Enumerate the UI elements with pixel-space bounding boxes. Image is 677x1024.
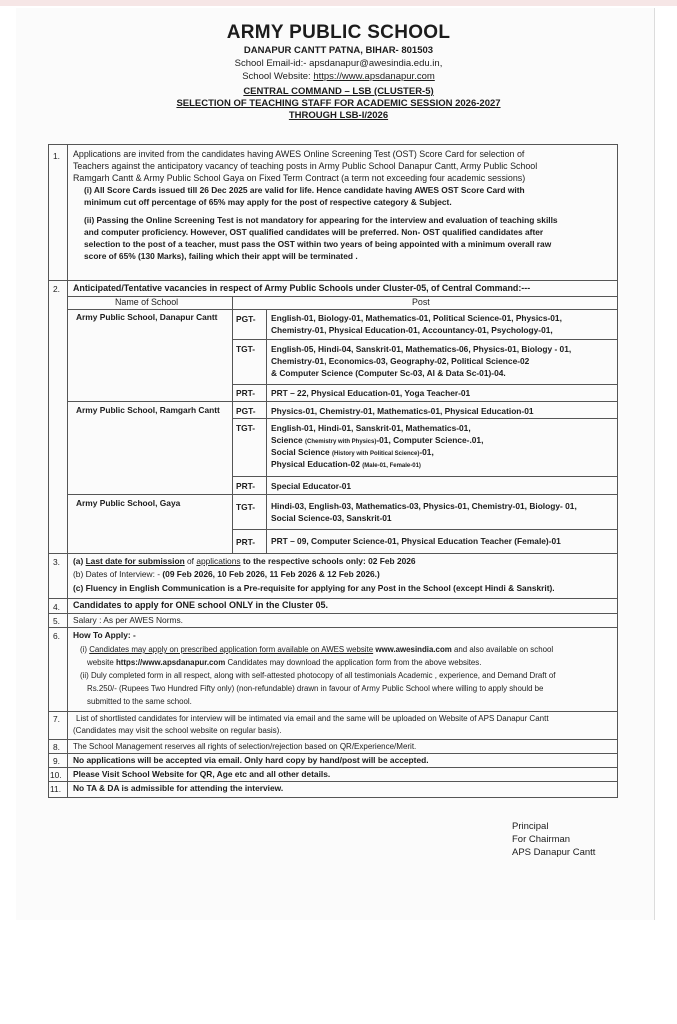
- post-label: TGT-: [236, 423, 256, 433]
- post-subject: Social Science: [271, 447, 330, 457]
- signature-aps: APS Danapur Cantt: [512, 847, 596, 858]
- inner-divider: [67, 309, 618, 310]
- post-detail: PRT – 09, Computer Science-01, Physical Education Teacher (Female)-01: [271, 536, 561, 546]
- signature-chairman: For Chairman: [512, 834, 571, 845]
- item1-clause-ii: and computer proficiency. However, OST qualified candidates will be preferred. Non- OST qualified candidates after: [84, 227, 544, 237]
- post-subject: Science: [271, 435, 303, 445]
- text-span: and also available on school: [451, 645, 554, 654]
- item6-clause-i: [87, 657, 481, 668]
- item-number: 1.: [53, 151, 60, 161]
- post-detail: & Computer Science (Computer Sc-03, AI & Data Sc-01)-04.: [271, 368, 506, 378]
- post-detail: Chemistry-01, Physical Education-01, Accountancy-01, Psychology-01,: [271, 325, 553, 335]
- post-note: (History with Political Science): [332, 451, 420, 457]
- item9-text: No applications will be accepted via email. Only hard copy by hand/post will be accepted.: [73, 755, 429, 765]
- post-label: PRT-: [236, 481, 256, 491]
- inner-divider: [232, 529, 618, 530]
- item6-clause-ii: Rs.250/- (Rupees Two Hundred Fifty only) (non-refundable) drawn in favour of Army Public School where willing to apply should be: [87, 684, 544, 693]
- post-label: PRT-: [236, 537, 256, 547]
- post-note: (Chemistry with Physics): [305, 439, 377, 445]
- post-label: TGT-: [236, 344, 256, 354]
- school-name-gaya: Army Public School, Gaya: [76, 498, 181, 508]
- item1-clause-i: (i) All Score Cards issued till 26 Dec 2025 are valid for life. Hence candidate having AWES OST Score Card with: [84, 185, 525, 195]
- post-detail: Hindi-03, English-03, Mathematics-03, Physics-01, Chemistry-01, Biology- 01,: [271, 501, 577, 511]
- item8-text: The School Management reserves all rights of selection/rejection based on QR/Experience/Merit.: [73, 742, 417, 751]
- item-number: 4.: [53, 602, 60, 612]
- text-span: Candidates may apply on prescribed application form available on AWES website: [89, 645, 374, 654]
- row-divider: [48, 627, 618, 628]
- command-heading: CENTRAL COMMAND – LSB (CLUSTER-5): [243, 86, 434, 97]
- row-divider: [48, 739, 618, 740]
- item-number: 10.: [50, 770, 62, 780]
- text-span: https://www.apsdanapur.com: [115, 658, 226, 667]
- text-span: to the respective schools only: 02 Feb 2026: [240, 556, 416, 566]
- inner-divider: [232, 384, 618, 385]
- item11-text: No TA & DA is admissible for attending the interview.: [73, 783, 284, 793]
- row-divider: [48, 753, 618, 754]
- row-divider: [48, 781, 618, 782]
- item-number: 6.: [53, 631, 60, 641]
- item1-line: Teachers against the anticipatory vacancy of teaching posts in Army Public School Danapur Cantt, Army Public School: [73, 161, 538, 171]
- row-divider: [48, 711, 618, 712]
- school-name-danapur: Army Public School, Danapur Cantt: [76, 312, 218, 322]
- school-title: ARMY PUBLIC SCHOOL: [226, 22, 451, 43]
- item-number: 8.: [53, 742, 60, 752]
- text-span: (i): [80, 645, 90, 654]
- school-divider: [67, 494, 618, 495]
- row-divider: [48, 767, 618, 768]
- item3-fluency: (c) Fluency in English Communication is a Pre-requisite for applying for any Post in the School (except Hindi & Sanskrit).: [73, 583, 555, 593]
- item7-line: List of shortlisted candidates for interview will be intimated via email and the same will be uploaded on Website of APS Danapur Cantt: [76, 714, 549, 723]
- signature-principal: Principal: [512, 821, 549, 832]
- item10-text: Please Visit School Website for QR, Age etc and all other details.: [73, 769, 331, 779]
- post-detail: [271, 459, 421, 472]
- row-divider: [48, 598, 618, 599]
- post-detail: English-01, Hindi-01, Sanskrit-01, Mathematics-01,: [271, 423, 471, 433]
- row-divider: [48, 613, 618, 614]
- item1-line: Ramgarh Cantt & Army Public School Gaya on Fixed Term Contract (a term not exceeding four academic sessions): [73, 173, 526, 183]
- post-label: PGT-: [236, 314, 256, 324]
- item1-clause-i: minimum cut off percentage of 65% may apply for the post of respective category & Subject.: [84, 197, 452, 207]
- school-email: School Email-id:- apsdanapur@awesindia.edu.in,: [234, 58, 443, 69]
- item1-clause-ii: score of 65% (130 Marks), failing which their appt will be terminated .: [84, 251, 358, 261]
- school-website: [0, 71, 677, 82]
- post-label: PGT-: [236, 406, 256, 416]
- item1-clause-ii: (ii) Passing the Online Screening Test is not mandatory for appearing for the interview and evaluation of teaching skills: [84, 215, 558, 225]
- lsb-heading: THROUGH LSB-I/2026: [288, 110, 389, 121]
- text-span: (09 Feb 2026, 10 Feb 2026, 11 Feb 2026 & 12 Feb 2026.): [162, 569, 380, 579]
- text-span: Last date for submission: [85, 556, 185, 566]
- website-prefix: School Website:: [242, 71, 314, 82]
- post-detail: Chemistry-01, Economics-03, Geography-02, Political Science-02: [271, 356, 530, 366]
- post-label-divider: [266, 309, 267, 553]
- post-detail: English-01, Biology-01, Mathematics-01, Political Science-01, Physics-01,: [271, 313, 562, 323]
- post-subject: Physical Education-02: [271, 459, 360, 469]
- school-divider: [67, 401, 618, 402]
- post-note: (Male-01, Female-01): [362, 463, 421, 469]
- number-column-divider: [67, 144, 68, 798]
- item6-clause-ii: submitted to the same school.: [87, 697, 192, 706]
- col-header-post: Post: [412, 297, 430, 307]
- row-divider: [48, 553, 618, 554]
- item7-line: (Candidates may visit the school website on regular basis).: [73, 726, 282, 735]
- text-span: applications: [196, 556, 241, 566]
- text-span: (b) Dates of Interview: -: [73, 569, 163, 579]
- post-detail: PRT – 22, Physical Education-01, Yoga Teacher-01: [271, 388, 471, 398]
- item-number: 3.: [53, 557, 60, 567]
- post-detail: English-05, Hindi-04, Sanskrit-01, Mathematics-06, Physics-01, Biology - 01,: [271, 344, 572, 354]
- post-subject: -01, Computer Science-.01,: [376, 435, 484, 445]
- item1-clause-ii: selection to the post of a teacher, must pass the OST within two years of being appointed with a minimum overall raw: [84, 239, 552, 249]
- item6-title: How To Apply: -: [73, 630, 136, 640]
- post-label: TGT-: [236, 502, 256, 512]
- item-number: 5.: [53, 616, 60, 626]
- col-header-school: Name of School: [115, 297, 179, 307]
- school-address: DANAPUR CANTT PATNA, BIHAR- 801503: [243, 45, 434, 56]
- item6-clause-ii: (ii) Duly completed form in all respect, along with self-attested photocopy of all testimonials Academic , experience, and Demand Draft of: [80, 671, 556, 680]
- item5-text: Salary : As per AWES Norms.: [73, 615, 183, 625]
- text-span: www.awesindia.com: [373, 645, 452, 654]
- text-span: (a): [73, 556, 86, 566]
- row-divider: [48, 280, 618, 281]
- post-detail: Physics-01, Chemistry-01, Mathematics-01, Physical Education-01: [271, 406, 534, 416]
- item6-clause-i: [80, 644, 553, 655]
- inner-divider: [232, 476, 618, 477]
- item3-last-date: [73, 556, 416, 567]
- post-detail: Social Science-03, Sanskrit-01: [271, 513, 392, 523]
- post-detail: Special Educator-01: [271, 481, 352, 491]
- top-band: [0, 0, 677, 6]
- item-number: 2.: [53, 284, 60, 294]
- item4-text: Candidates to apply for ONE school ONLY in the Cluster 05.: [73, 600, 329, 610]
- item-number: 9.: [53, 756, 60, 766]
- selection-heading: SELECTION OF TEACHING STAFF FOR ACADEMIC SESSION 2026-2027: [176, 98, 501, 109]
- item3-interview-dates: [73, 569, 380, 580]
- text-span: Candidates may download the application form from the above websites.: [225, 658, 482, 667]
- item1-line: Applications are invited from the candidates having AWES Online Screening Test (OST) Score Card for selection of: [73, 149, 525, 159]
- school-column-divider: [232, 296, 233, 553]
- post-subject: -01,: [419, 447, 434, 457]
- item-number: 11.: [50, 784, 62, 794]
- inner-divider: [232, 339, 618, 340]
- item-number: 7.: [53, 714, 60, 724]
- website-link[interactable]: https://www.apsdanapur.com: [313, 71, 435, 82]
- text-span: website: [87, 658, 116, 667]
- post-label: PRT-: [236, 388, 256, 398]
- vacancies-heading: Anticipated/Tentative vacancies in respect of Army Public Schools under Cluster-05, of Central Command:---: [73, 283, 531, 293]
- text-span: of: [184, 556, 197, 566]
- inner-divider: [232, 418, 618, 419]
- school-name-ramgarh: Army Public School, Ramgarh Cantt: [76, 405, 220, 415]
